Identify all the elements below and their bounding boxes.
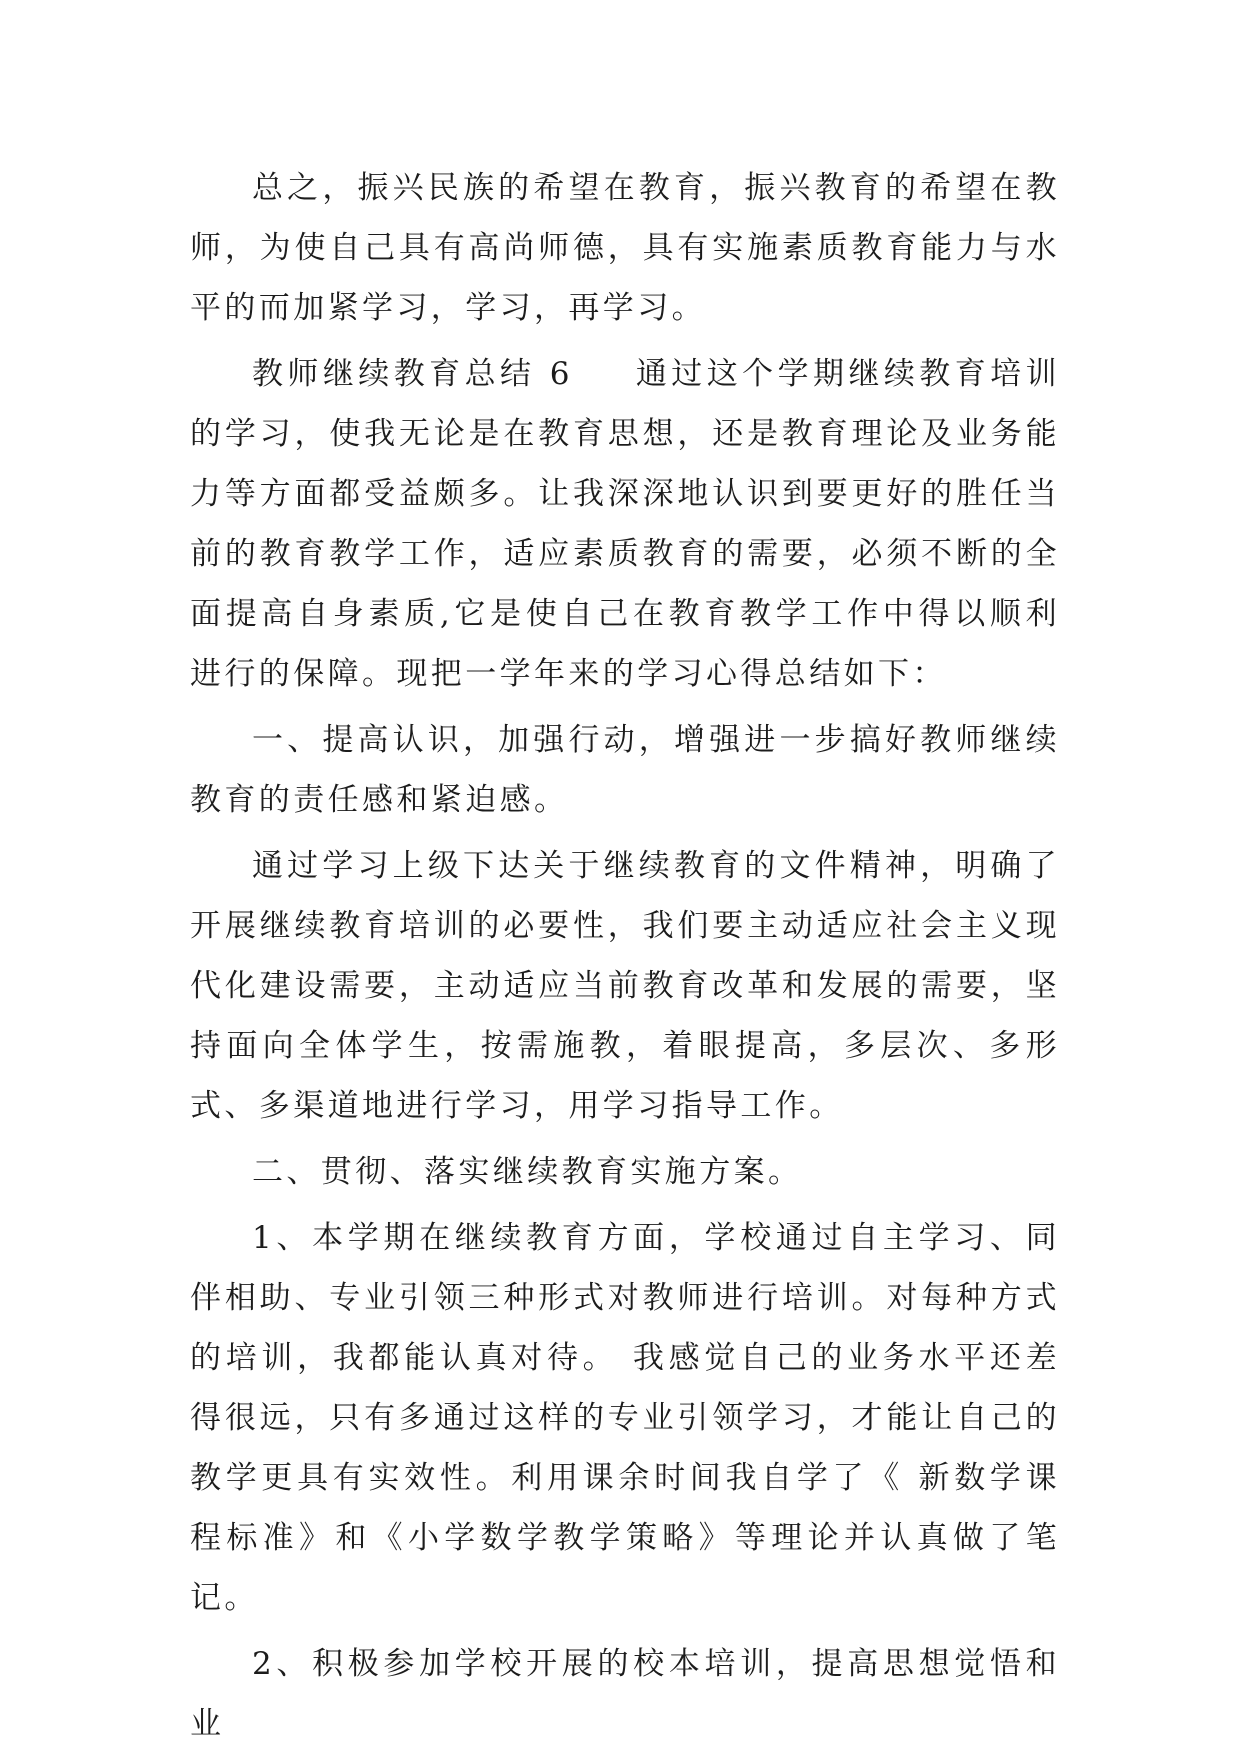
- paragraph-point-one-body: 通过学习上级下达关于继续教育的文件精神，明确了开展继续教育培训的必要性，我们要主动适应社会主义现代化建设需要，主动适应当前教育改革和发展的需要，坚持面向全体学生，按需施教，着眼提高，多层次、多形式、多渠道地进行学习，用学习指导工作。: [190, 848, 1060, 1124]
- paragraph-item-one: 1、本学期在继续教育方面，学校通过自主学习、同伴相助、专业引领三种形式对教师进行培训。对每种方式的培训，我都能认真对待。 我感觉自己的业务水平还差得很远，只有多通过这样的专业引领学习，才能让自己的教学更具有实效性。利用课余时间我自学了《 新数学课程标准》和《小学数学教学策略》等理论并认真做了笔记。: [190, 1220, 1060, 1616]
- paragraph-item-two: 2、积极参加学校开展的校本培训，提高思想觉悟和业: [190, 1646, 1060, 1742]
- paragraph-section-heading: [190, 344, 1060, 704]
- section-lead: 通过这个学期继续教育培训的: [190, 356, 1060, 452]
- section-continuation: 学习，使我无论是在教育思想，还是教育理论及业务能力等方面都受益颇多。让我深深地认识到要更好的胜任当前的教育教学工作，适应素质教育的需要，必须不断的全面提高自身素质,它是使自己在教育教学工作中得以顺利进行的保障。现把一学年来的学习心得总结如下：: [190, 416, 1060, 692]
- paragraph-point-two: 二、贯彻、落实继续教育实施方案。: [252, 1154, 803, 1190]
- paragraph-summary: 总之，振兴民族的希望在教育，振兴教育的希望在教师，为使自己具有高尚师德，具有实施素质教育能力与水平的而加紧学习，学习，再学习。: [190, 170, 1060, 326]
- paragraph-point-one: 一、提高认识，加强行动，增强进一步搞好教师继续教育的责任感和紧迫感。: [190, 722, 1060, 818]
- document-body: [190, 158, 1060, 1760]
- section-title: 教师继续教育总结 6: [252, 356, 573, 392]
